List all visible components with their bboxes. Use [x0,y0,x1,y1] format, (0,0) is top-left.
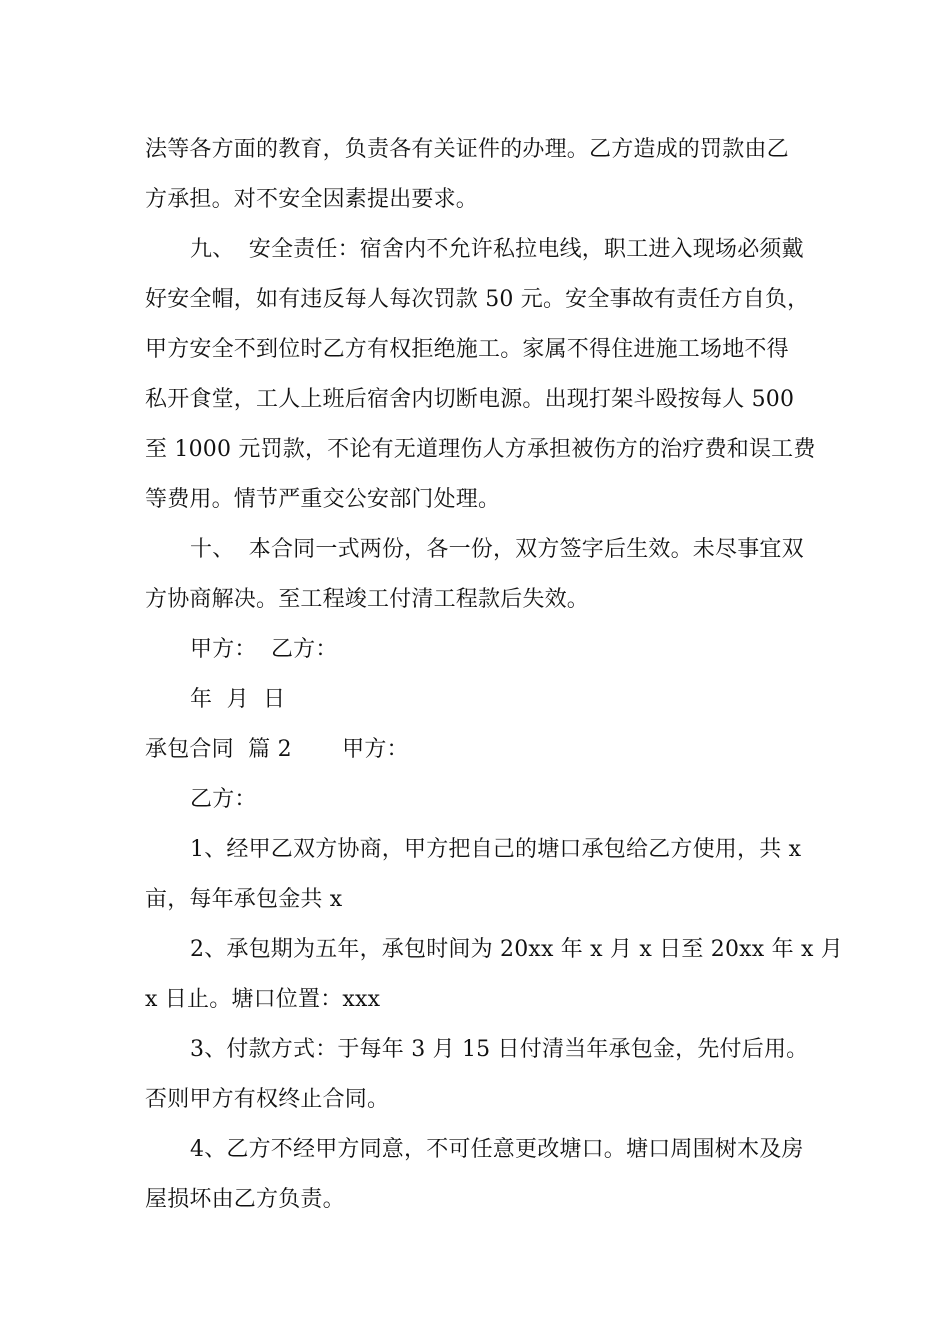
date-line: 年 月 日 [190,687,286,712]
text-line: 屋损坏由乙方负责。 [145,1187,345,1212]
text-line: 等费用。情节严重交公安部门处理。 [145,487,501,512]
text-line: 方承担。对不安全因素提出要求。 [145,187,479,212]
text-line: 九、 安全责任：宿舍内不允许私拉电线，职工进入现场必须戴 [190,237,804,262]
text-line: 私开食堂，工人上班后宿舍内切断电源。出现打架斗殴按每人 500 [145,387,795,412]
text-line: 否则甲方有权终止合同。 [145,1087,390,1112]
text-line: 3、付款方式：于每年 3 月 15 日付清当年承包金，先付后用。 [190,1037,809,1062]
text-line: 2、承包期为五年，承包时间为 20xx 年 x 月 x 日至 20xx 年 x 月 [190,937,843,962]
text-line: 1、经甲乙双方协商，甲方把自己的塘口承包给乙方使用，共 x [190,837,802,862]
text-line: 亩，每年承包金共 x [145,887,343,912]
signature-line: 甲方： 乙方： [190,637,338,662]
text-line: 十、 本合同一式两份，各一份，双方签字后生效。未尽事宜双 [190,537,804,562]
text-line: 至 1000 元罚款，不论有无道理伤人方承担被伤方的治疗费和误工费 [145,437,816,462]
text-line: 4、乙方不经甲方同意，不可任意更改塘口。塘口周围树木及房 [190,1137,804,1162]
text-line: 好安全帽，如有违反每人每次罚款 50 元。安全事故有责任方自负， [145,287,810,312]
text-line: 甲方安全不到位时乙方有权拒绝施工。家属不得住进施工场地不得 [145,337,789,362]
text-line: 法等各方面的教育，负责各有关证件的办理。乙方造成的罚款由乙 [145,137,789,162]
text-line: 方协商解决。至工程竣工付清工程款后失效。 [145,587,590,612]
section-heading: 承包合同 篇 2 甲方： [145,737,409,762]
party-line: 乙方： [190,787,257,812]
text-line: x 日止。塘口位置：xxx [145,987,381,1012]
